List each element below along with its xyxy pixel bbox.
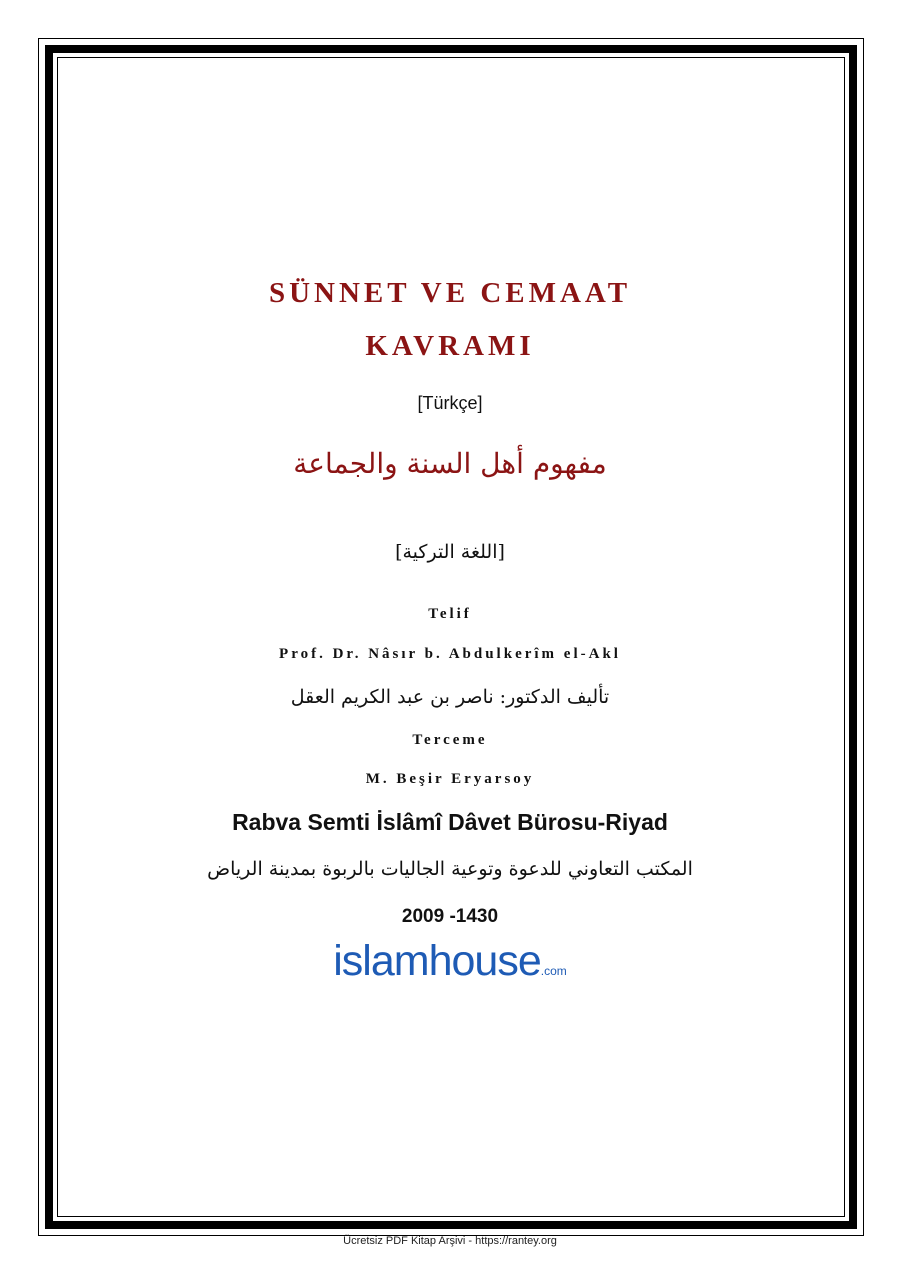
publisher-name: Rabva Semti İslâmî Dâvet Bürosu-Riyad [232,809,668,835]
arabic-language-label: [اللغة التركية] [395,541,505,563]
translation-label: Terceme [412,732,488,748]
publication-year: 2009 -1430 [401,906,499,927]
translator-name: M. Beşir Eryarsoy [365,771,535,787]
arabic-author: تأليف الدكتور: ناصر بن عبد الكريم العقل [290,686,610,708]
footer-text: Ücretsiz PDF Kitap Arşivi - https://rantey.org [343,1235,557,1247]
arabic-publisher: المكتب التعاوني للدعوة وتوعية الجاليات بالربوة بمدينة الرياض [207,858,693,880]
title-line-2: KAVRAMI [365,330,535,362]
arabic-title: مفهوم أهل السنة والجماعة [293,447,607,480]
author-label: Telif [428,606,472,622]
logo-suffix-text: .com [540,964,567,978]
logo-main-text: islamhouse [333,937,541,985]
border-inner-line [57,57,845,1217]
title-line-1: SÜNNET VE CEMAAT [268,277,632,309]
author-name: Prof. Dr. Nâsır b. Abdulkerîm el-Akl [279,646,621,662]
islamhouse-logo [0,937,900,986]
language-label: [Türkçe] [417,393,483,413]
